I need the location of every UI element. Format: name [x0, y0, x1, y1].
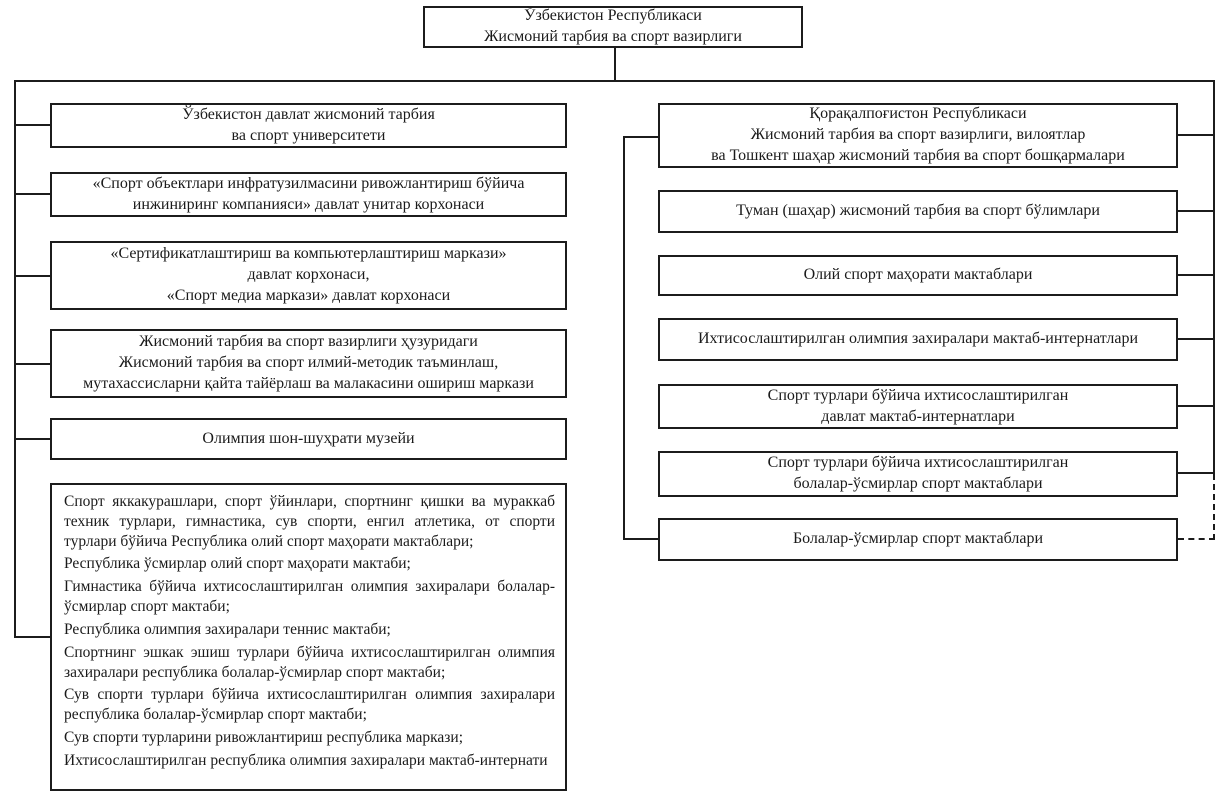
org-box-line: болалар-ўсмирлар спорт мактаблари — [793, 475, 1043, 492]
connector-stub-right-7-dashed — [1178, 538, 1215, 540]
org-list-item: Спортнинг эшкак эшиш турлари бўйича ихтисослаштирилган олимпия захиралари республика болалар-ўсмирлар спорт мактаби; — [64, 643, 555, 681]
org-box-line: ва Тошкент шаҳар жисмоний тарбия ва спорт бошқармалари — [711, 146, 1125, 164]
connector-stub-left-1 — [14, 124, 50, 126]
org-box-olympic-reserve-boarding-schools — [658, 318, 1178, 361]
connector-right-bus — [1213, 80, 1215, 474]
org-box-line: Жисмоний тарбия ва спорт илмий-методик таъминлаш, — [118, 354, 499, 372]
connector-root-drop — [614, 48, 616, 80]
connector-stub-left-5 — [14, 438, 50, 440]
org-list-item: Республика олимпия захиралари теннис мактаби; — [64, 620, 391, 638]
org-box-republic-sport-schools-list — [50, 483, 567, 791]
connector-left-bus — [14, 80, 16, 638]
connector-inner-stub-bottom — [623, 538, 658, 540]
org-box-line: Спорт турлари бўйича ихтисослаштирилган — [767, 454, 1069, 472]
org-list-item: Гимнастика бўйича ихтисослаштирилган олимпия захиралари болалар-ўсмирлар спорт мактаби; — [64, 578, 555, 616]
org-box-certification-media-center — [50, 241, 567, 310]
org-box-line: Жисмоний тарбия ва спорт вазирлиги, вилоятлар — [750, 126, 1086, 144]
org-box-line: «Спорт объектлари инфратузилмасини ривожлантириш бўйича — [92, 174, 525, 192]
org-box-specialized-state-boarding-schools — [658, 384, 1178, 429]
org-box-district-sport-divisions — [658, 190, 1178, 233]
org-list-item: Сув спорти турлари бўйича ихтисослаштирилган олимпия захиралари республика болалар-ўсмирлар спорт мактаби; — [64, 686, 555, 724]
org-box-line: Болалар-ўсмирлар спорт мактаблари — [792, 530, 1044, 548]
connector-right-bus-dashed — [1213, 474, 1215, 540]
connector-stub-left-2 — [14, 193, 50, 195]
connector-stub-right-6 — [1178, 472, 1214, 474]
connector-stub-left-4 — [14, 363, 50, 365]
org-box-line: Туман (шаҳар) жисмоний тарбия ва спорт бўлимлари — [736, 202, 1100, 220]
org-list-item: Спорт яккакурашлари, спорт ўйинлари, спортнинг қишки ва мураккаб техник турлари, гимнастика, сув спорти, енгил атлетика, от спорти турлари бўйича Республика олий спорт маҳорати мактаблари; — [64, 493, 555, 550]
org-box-line: Қорақалпоғистон Республикаси — [809, 105, 1027, 123]
connector-stub-right-1 — [1178, 134, 1214, 136]
connector-stub-left-3 — [14, 275, 50, 277]
org-box-specialized-youth-sport-schools — [658, 451, 1178, 497]
connector-stub-right-5 — [1178, 405, 1214, 407]
org-box-line: Ўзбекистон давлат жисмоний тарбия — [182, 105, 435, 123]
org-box-karakalpakstan-regional-departments — [658, 103, 1178, 168]
connector-main-bus — [14, 80, 1214, 82]
org-box-line: давлат мактаб-интернатлари — [821, 407, 1015, 425]
org-box-line: Спорт турлари бўйича ихтисослаштирилган — [767, 386, 1069, 404]
org-box-line: «Сертификатлаштириш ва компьютерлаштириш маркази» — [110, 245, 507, 263]
org-box-line: «Спорт медиа маркази» давлат корхонаси — [166, 286, 451, 304]
connector-stub-left-6 — [14, 636, 50, 638]
connector-inner-stub-top — [623, 136, 658, 138]
connector-stub-right-3 — [1178, 274, 1214, 276]
connector-inner-bus — [623, 136, 625, 540]
org-box-higher-sport-mastery-schools — [658, 255, 1178, 296]
org-box-ministry-root — [423, 6, 803, 48]
org-box-line: мутахассисларни қайта тайёрлаш ва малакасини ошириш маркази — [83, 374, 534, 392]
org-box-line: Жисмоний тарбия ва спорт вазирлиги ҳузуридаги — [139, 333, 478, 351]
org-box-line: инжиниринг компанияси» давлат унитар корхонаси — [132, 195, 485, 213]
org-box-olympic-glory-museum — [50, 418, 567, 460]
org-box-engineering-company — [50, 172, 567, 217]
org-box-youth-sport-schools — [658, 518, 1178, 561]
org-box-line: давлат корхонаси, — [247, 266, 370, 284]
org-list-item: Ихтисослаштирилган республика олимпия захиралари мактаб-интернати — [64, 751, 548, 769]
org-list-item: Республика ўсмирлар олий спорт маҳорати мактаби; — [64, 555, 411, 573]
org-box-line: Олимпия шон-шуҳрати музейи — [202, 429, 415, 447]
org-box-line: Ихтисослаштирилган олимпия захиралари мактаб-интернатлари — [697, 330, 1138, 348]
org-box-line: Жисмоний тарбия ва спорт вазирлиги — [484, 28, 742, 45]
org-box-line: ва спорт университети — [231, 126, 386, 144]
connector-stub-right-2 — [1178, 210, 1214, 212]
org-list-item: Сув спорти турларини ривожлантириш республика маркази; — [64, 729, 464, 747]
org-box-methodology-retraining-center — [50, 329, 567, 398]
org-box-line: Олий спорт маҳорати мактаблари — [803, 266, 1033, 284]
connector-stub-right-4 — [1178, 338, 1214, 340]
org-box-sport-university — [50, 103, 567, 148]
org-box-line: Ўзбекистон Республикаси — [524, 7, 702, 25]
